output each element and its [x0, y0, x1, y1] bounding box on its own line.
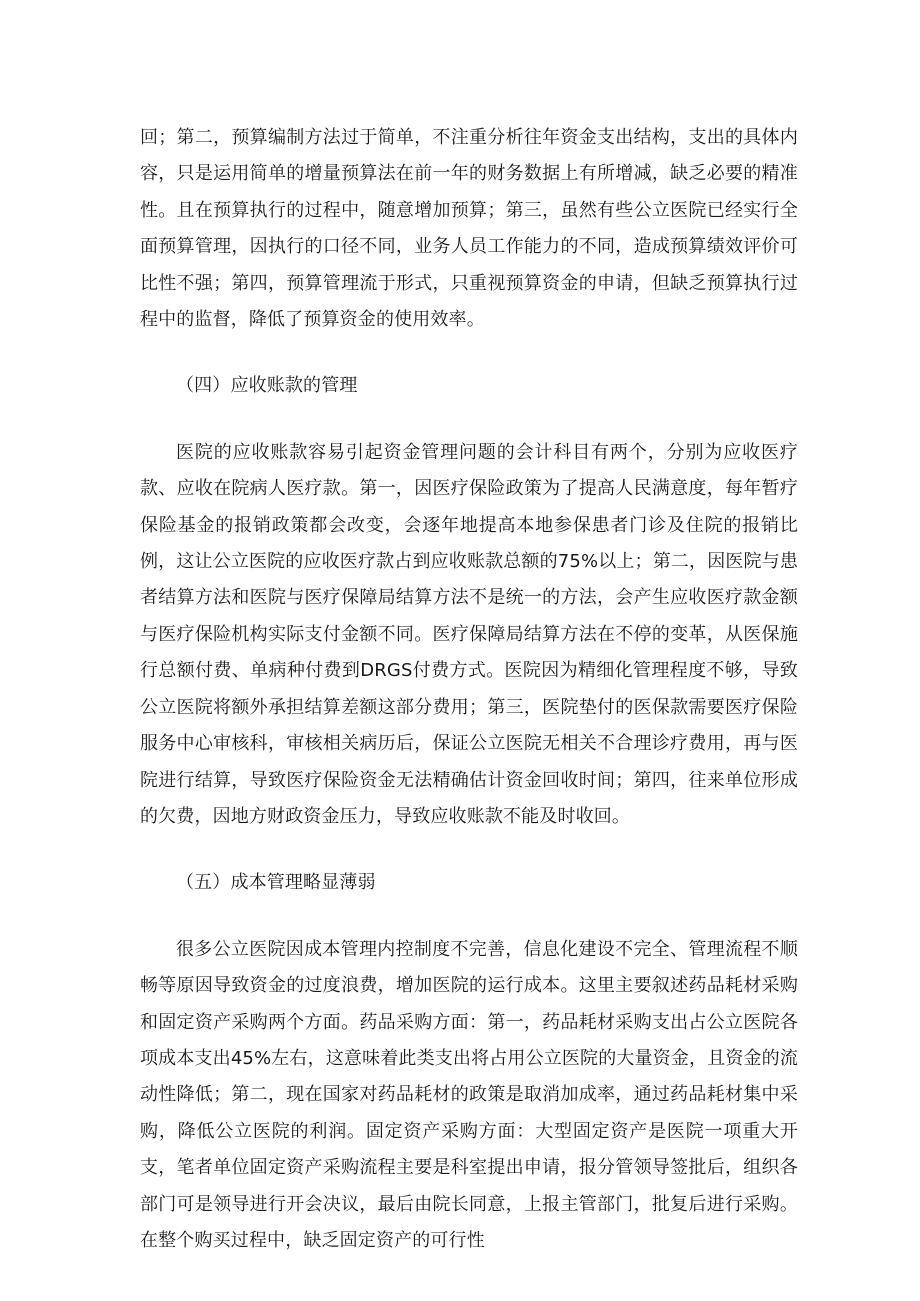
section-heading-cost-management: （五）成本管理略显薄弱 — [176, 872, 376, 894]
document-body — [140, 120, 798, 1259]
section-heading-accounts-receivable: （四）应收账款的管理 — [176, 375, 358, 397]
paragraph-budget-issues: 回；第二，预算编制方法过于简单，不注重分析往年资金支出结构，支出的具体内容，只是运用简单的增量预算法在前一年的财务数据上有所增减，缺乏必要的精准性。且在预算执行的过程中，随意增加预算；第三，虽然有些公立医院已经实行全面预算管理，因执行的口径不同，业务人员工作能力的不同，造成预算绩效评价可比性不强；第四，预算管理流于形式，只重视预算资金的申请，但缺乏预算执行过程中的监督，降低了预算资金的使用效率。 — [140, 127, 798, 331]
paragraph-accounts-receivable: 医院的应收账款容易引起资金管理问题的会计科目有两个，分别为应收医疗款、应收在院病人医疗款。第一，因医疗保险政策为了提高人民满意度，每年暂疗保险基金的报销政策都会改变，会逐年地提高本地参保患者门诊及住院的报销比例，这让公立医院的应收医疗款占到应收账款总额的75%以上；第二，因医院与患者结算方法和医院与医疗保障局结算方法不是统一的方法，会产生应收医疗款金额与医疗保险机构实际支付金额不同。医疗保障局结算方法在不停的变革，从医保施行总额付费、单病种付费到DRGS付费方式。医院因为精细化管理程度不够，导致公立医院将额外承担结算差额这部分费用；第三，医院垫付的医保款需要医疗保险服务中心审核科，审核相关病历后，保证公立医院无相关不合理诊疗费用，再与医院进行结算，导致医疗保险资金无法精确估计资金回收时间；第四，往来单位形成的欠费，因地方财政资金压力，导致应收账款不能及时收回。 — [140, 441, 798, 827]
paragraph-cost-management: 很多公立医院因成本管理内控制度不完善，信息化建设不完全、管理流程不顺畅等原因导致资金的过度浪费，增加医院的运行成本。这里主要叙述药品耗材采购和固定资产采购两个方面。药品采购方面：第一，药品耗材采购支出占公立医院各项成本支出45%左右，这意味着此类支出将占用公立医院的大量资金，且资金的流动性降低；第二，现在国家对药品耗材的政策是取消加成率，通过药品耗材集中采购，降低公立医院的利润。固定资产采购方面：大型固定资产是医院一项重大开支，笔者单位固定资产采购流程主要是科室提出申请，报分管领导签批后，组织各部门可是领导进行开会决议，最后由院长同意，上报主管部门，批复后进行采购。在整个购买过程中，缺乏固定资产的可行性 — [140, 938, 798, 1251]
